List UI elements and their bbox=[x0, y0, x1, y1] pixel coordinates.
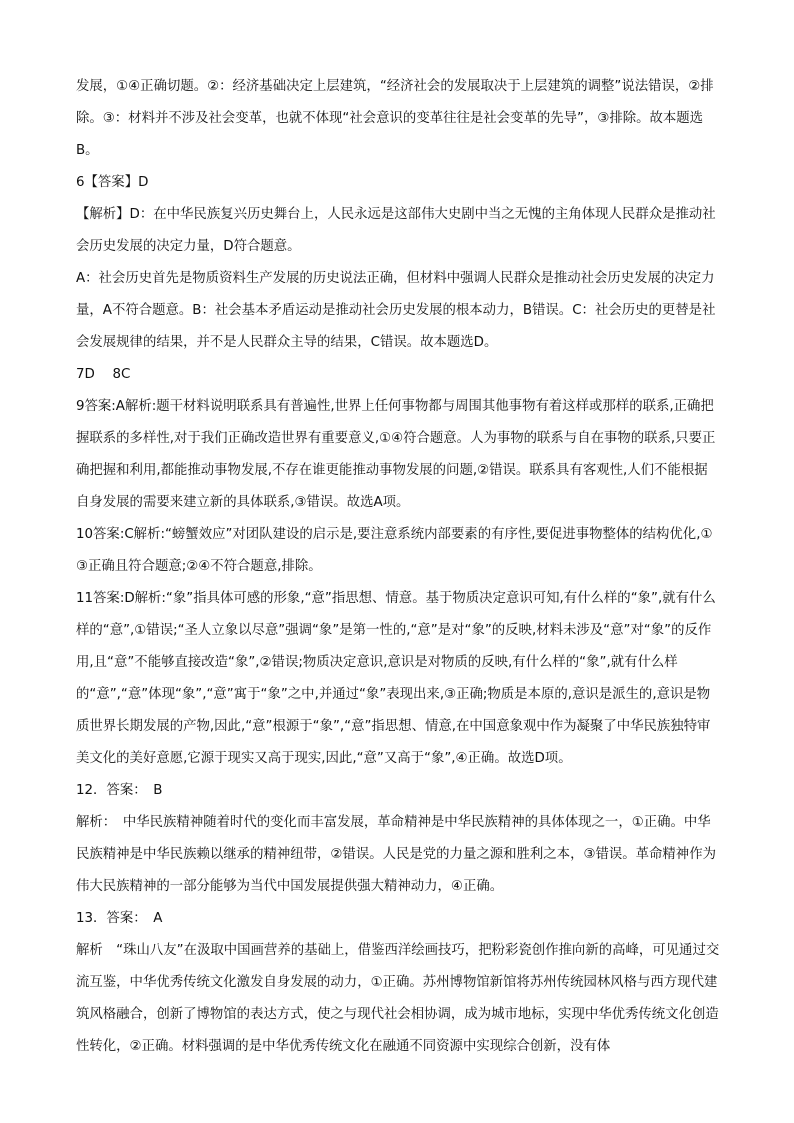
answer-11: 11答案:D解析:“象”指具体可感的形象,“意”指思想、情意。基于物质决定意识可知,有什么样的“象”,就有什么样的“意”,①错误;“圣人立象以尽意”强调“象”是第一性的,“意”是对“象”的反映,材料未涉及“意”对“象”的反作用,且“意”不能够直接改造“象”,②错误;物质决定意识,意识是对物质的反映,有什么样的“象”,就有什么样的“意”,“意”体现“象”,“意”寓于“象”之中,并通过“象”表现出来,③正确;物质是本原的,意识是派生的,意识是物质世界长期发展的产物,因此,“意”根源于“象”,“意”指思想、情意,在中国意象观中作为凝聚了中华民族独特审美文化的美好意愿,它源于现实又高于现实,因此,“意”又高于“象”,④正确。故选D项。 bbox=[76, 591, 716, 766]
paragraph-continuation: 发展，①④正确切题。②：经济基础决定上层建筑，“经济社会的发展取决于上层建筑的调整”说法错误，②排除。③：材料并不涉及社会变革，也就不体现“社会意识的变革往往是社会变革的先导”，③排除。故本题选B。 bbox=[76, 79, 714, 158]
answer-9: 9答案:A解析:题干材料说明联系具有普遍性,世界上任何事物都与周围其他事物有着这样或那样的联系,正确把握联系的多样性,对于我们正确改造世界有重要意义,①④符合题意。人为事物的联系与自在事物的联系,只要正确把握和利用,都能推动事物发展,不存在谁更能推动事物发展的问题,②错误。联系具有客观性,人们不能根据自身发展的需要来建立新的具体联系,③错误。故选A项。 bbox=[76, 399, 716, 510]
answer-6-analysis: 【解析】D：在中华民族复兴历史舞台上，人民永远是这部伟大史剧中当之无愧的主角体现人民群众是推动社会历史发展的决定力量，D符合题意。 bbox=[76, 207, 716, 254]
answer-12-analysis: 解析： 中华民族精神随着时代的变化而丰富发展，革命精神是中华民族精神的具体体现之一，①正确。中华民族精神是中华民族赖以继承的精神纽带，②错误。人民是党的力量之源和胜利之本，③错误。革命精神作为伟大民族精神的一部分能够为当代中国发展提供强大精神动力，④正确。 bbox=[76, 815, 716, 894]
answer-13-heading: 13．答案： A bbox=[76, 911, 163, 926]
answer-6-options: A：社会历史首先是物质资料生产发展的历史说法正确，但材料中强调人民群众是推动社会历史发展的决定力量，A不符合题意。B：社会基本矛盾运动是推动社会历史发展的根本动力，B错误。C：社会历史的更替是社会发展规律的结果，并不是人民群众主导的结果，C错误。故本题选D。 bbox=[76, 271, 716, 350]
answer-12-heading: 12．答案： B bbox=[76, 783, 163, 798]
answer-10: 10答案:C解析:“螃蟹效应”对团队建设的启示是,要注意系统内部要素的有序性,要促进事物整体的结构优化,①③正确且符合题意;②④不符合题意,排除。 bbox=[76, 527, 713, 574]
answer-6-heading: 6【答案】D bbox=[76, 175, 149, 190]
document-body bbox=[76, 71, 720, 1063]
answers-7-8: 7D 8C bbox=[76, 367, 131, 382]
answer-13-analysis: 解析 “珠山八友”在汲取中国画营养的基础上，借鉴西洋绘画技巧，把粉彩瓷创作推向新的高峰，可见通过交流互鉴，中华优秀传统文化激发自身发展的动力，①正确。苏州博物馆新馆将苏州传统园林风格与西方现代建筑风格融合，创新了博物馆的表达方式，使之与现代社会相协调，成为城市地标，实现中华优秀传统文化创造性转化，②正确。材料强调的是中华优秀传统文化在融通不同资源中实现综合创新，没有体 bbox=[76, 943, 720, 1054]
